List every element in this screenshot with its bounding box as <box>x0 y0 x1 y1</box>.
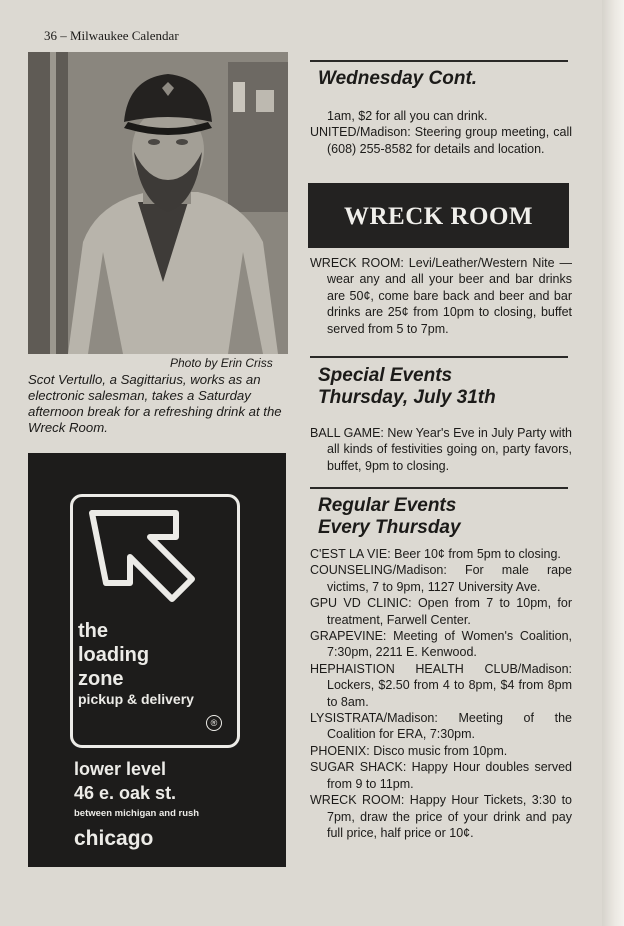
photo-caption: Scot Vertullo, a Sagittarius, works as an electronic salesman, takes a Saturday afternoon break for a refreshing drink at the Wreck Room. <box>28 372 282 435</box>
event-entry: 1am, $2 for all you can drink. <box>327 109 488 123</box>
regular-entries <box>310 546 572 841</box>
wreck-room-banner <box>308 183 569 248</box>
running-head: 36 – Milwaukee Calendar <box>44 28 179 43</box>
section-heading-special <box>318 365 496 409</box>
ad-tagline: pickup & delivery <box>78 691 194 707</box>
event-entry: PHOENIX: Disco music from 10pm. <box>310 743 508 758</box>
event-entry: GPU VD CLINIC: Open from 7 to 10pm, for treatment, Farwell Center. <box>310 596 572 627</box>
event-entry: WRECK ROOM: Happy Hour Tickets, 3:30 to 7pm, draw the price of your drink and pay full price, half price or 10¢. <box>310 793 572 840</box>
event-entry: COUNSELING/Madison: For male rape victims, 7 to 9pm, 1127 University Ave. <box>310 563 572 594</box>
photo <box>28 52 288 354</box>
event-entry: UNITED/Madison: Steering group meeting, call (608) 255-8582 for details and location. <box>310 125 572 156</box>
registered-mark: ® <box>206 715 222 731</box>
banner-text: WRECK ROOM <box>343 203 534 230</box>
special-entries <box>310 425 572 474</box>
photo-credit: Photo by Erin Criss <box>170 356 273 370</box>
ad-brand-line: the <box>78 620 108 642</box>
ad-brand-line: zone <box>78 668 124 690</box>
wreck-room-entries <box>310 255 572 337</box>
section-rule <box>310 356 568 358</box>
ad-address-line: lower level <box>74 759 167 779</box>
ad-brand <box>78 619 149 691</box>
heading-line: Thursday, July 31th <box>318 387 496 408</box>
photo-illustration <box>28 52 288 354</box>
ad-address-line: 46 e. oak st. <box>74 783 177 803</box>
heading-line: Special Events <box>318 365 453 386</box>
arrow-icon <box>84 507 204 617</box>
ad-brand-line: loading <box>78 644 150 666</box>
event-entry: BALL GAME: New Year's Eve in July Party with all kinds of festivities going on, party favors, buffet, 9pm to closing. <box>310 426 572 473</box>
heading-line: Every Thursday <box>318 517 461 538</box>
event-entry: GRAPEVINE: Meeting of Women's Coalition, 7:30pm, 2211 E. Kenwood. <box>310 629 572 660</box>
heading-line: Regular Events <box>318 495 457 516</box>
loading-zone-ad <box>28 453 286 867</box>
event-entry: HEPHAISTION HEALTH CLUB/Madison: Lockers, $2.50 from 4 to 8pm, $4 from 8pm to 8am. <box>310 661 572 709</box>
event-entry: SUGAR SHACK: Happy Hour doubles served from 9 to 11pm. <box>310 760 572 791</box>
wednesday-entries <box>310 108 572 157</box>
section-heading-wednesday: Wednesday Cont. <box>318 68 478 89</box>
event-entry: WRECK ROOM: Levi/Leather/Western Nite —wear any and all your beer and bar drinks are 50¢, come bare back and beer and bar drinks are 25¢ from 10pm to closing, buffet served from 5 to 7pm. <box>310 256 572 336</box>
ad-city: chicago <box>74 827 154 850</box>
event-entry: LYSISTRATA/Madison: Meeting of the Coalition for ERA, 7:30pm. <box>310 711 572 742</box>
page-edge <box>602 0 624 926</box>
event-entry: C'EST LA VIE: Beer 10¢ from 5pm to closing. <box>310 547 561 561</box>
section-rule <box>310 60 568 62</box>
ad-address-cross-streets: between michigan and rush <box>74 808 200 819</box>
section-heading-regular <box>318 495 461 539</box>
section-rule <box>310 487 568 489</box>
